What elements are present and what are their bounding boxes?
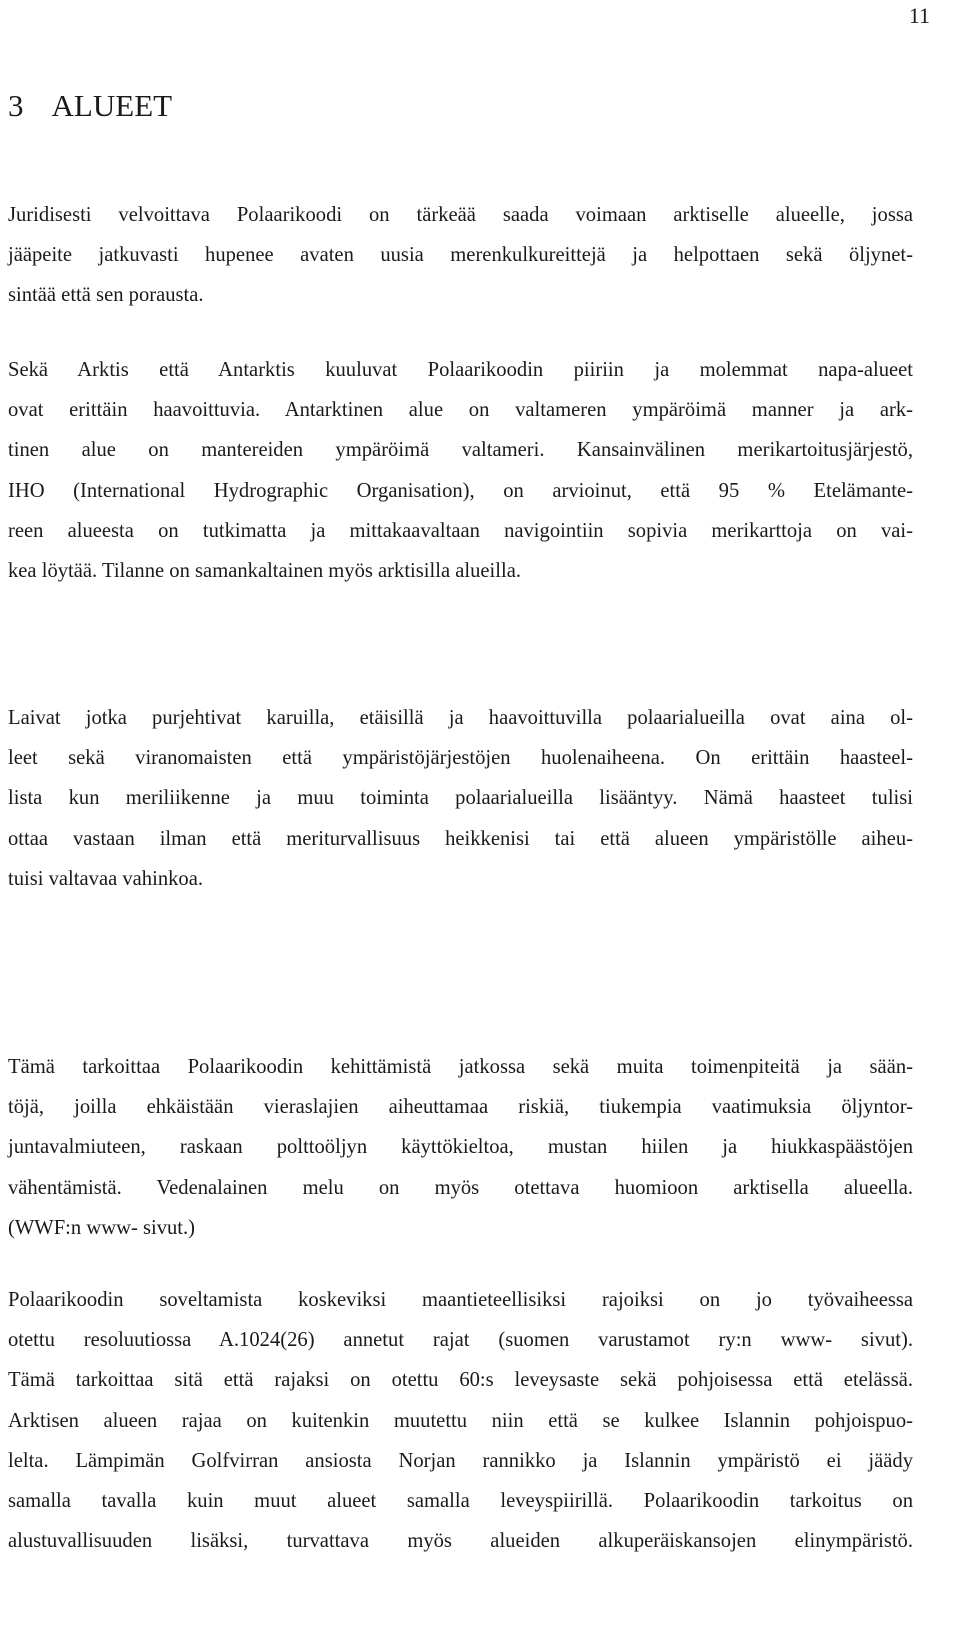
- text-line: töjä, joilla ehkäistään vieraslajien aiheuttamaa riskiä, tiukempia vaatimuksia öljyntor-: [8, 1096, 913, 1119]
- paragraph-5: [8, 1280, 913, 1561]
- text-line: (WWF:n www- sivut.): [8, 1216, 196, 1239]
- text-line: Tämä tarkoittaa Polaarikoodin kehittämistä jatkossa sekä muita toimenpiteitä ja sään-: [8, 1056, 913, 1078]
- paragraph-1: [8, 195, 913, 316]
- text-line: Sekä Arktis että Antarktis kuuluvat Polaarikoodin piiriin ja molemmat napa-alueet: [8, 359, 913, 381]
- text-line: otettu resoluutiossa A.1024(26) annetut rajat (suomen varustamot ry:n www- sivut).: [8, 1329, 913, 1352]
- text-line: jääpeite jatkuvasti hupenee avaten uusia merenkulkureittejä ja helpottaen sekä öljynet-: [8, 244, 913, 267]
- text-line: lista kun meriliikenne ja muu toiminta polaarialueilla lisääntyy. Nämä haasteet tulisi: [8, 787, 913, 810]
- text-line: lelta. Lämpimän Golfvirran ansiosta Norjan rannikko ja Islannin ympäristö ei jäädy: [8, 1449, 913, 1472]
- text-line: juntavalmiuteen, raskaan polttoöljyn käyttökieltoa, mustan hiilen ja hiukkaspäästöjen: [8, 1136, 913, 1159]
- text-line: IHO (International Hydrographic Organisation), on arvioinut, että 95 % Etelämante-: [8, 479, 913, 502]
- section-number: 3: [8, 88, 24, 123]
- page-number: 11: [908, 3, 930, 28]
- text-line: vähentämistä. Vedenalainen melu on myös otettava huomioon arktisella alueella.: [8, 1176, 913, 1199]
- text-line: tuisi valtavaa vahinkoa.: [8, 867, 204, 890]
- text-line: reen alueesta on tutkimatta ja mittakaavaltaan navigointiin sopivia merikarttoja on vai-: [8, 519, 913, 542]
- paragraph-4: [8, 1047, 913, 1248]
- text-line: sintää että sen porausta.: [8, 284, 204, 307]
- text-line: Laivat jotka purjehtivat karuilla, etäisillä ja haavoittuvilla polaarialueilla ovat aina ol-: [8, 707, 913, 729]
- text-line: Tämä tarkoittaa sitä että rajaksi on otettu 60:s leveysaste sekä pohjoisessa että etelässä.: [8, 1369, 913, 1392]
- text-line: kea löytää. Tilanne on samankaltainen myös arktisilla alueilla.: [8, 560, 522, 583]
- text-line: leet sekä viranomaisten että ympäristöjärjestöjen huolenaiheena. On erittäin haasteel-: [8, 747, 913, 770]
- text-line: Arktisen alueen rajaa on kuitenkin muutettu niin että se kulkee Islannin pohjoispuo-: [8, 1409, 913, 1432]
- text-line: Polaarikoodin soveltamista koskeviksi maantieteellisiksi rajoiksi on jo työvaiheessa: [8, 1289, 913, 1311]
- section-title: ALUEET: [51, 88, 173, 123]
- paragraph-3: [8, 698, 913, 899]
- paragraph-2: [8, 350, 913, 591]
- text-line: tinen alue on mantereiden ympäröimä valtameri. Kansainvälinen merikartoitusjärjestö,: [8, 439, 913, 462]
- text-line: alustuvallisuuden lisäksi, turvattava myös alueiden alkuperäiskansojen elinympäristö.: [8, 1530, 913, 1553]
- section-heading: [8, 86, 172, 126]
- text-line: Juridisesti velvoittava Polaarikoodi on tärkeää saada voimaan arktiselle alueelle, jossa: [8, 204, 913, 226]
- text-line: ottaa vastaan ilman että meriturvallisuus heikkenisi tai että alueen ympäristölle aiheu-: [8, 827, 913, 850]
- text-line: samalla tavalla kuin muut alueet samalla leveyspiirillä. Polaarikoodin tarkoitus on: [8, 1490, 913, 1513]
- text-line: ovat erittäin haavoittuvia. Antarktinen alue on valtameren ympäröimä manner ja ark-: [8, 399, 913, 422]
